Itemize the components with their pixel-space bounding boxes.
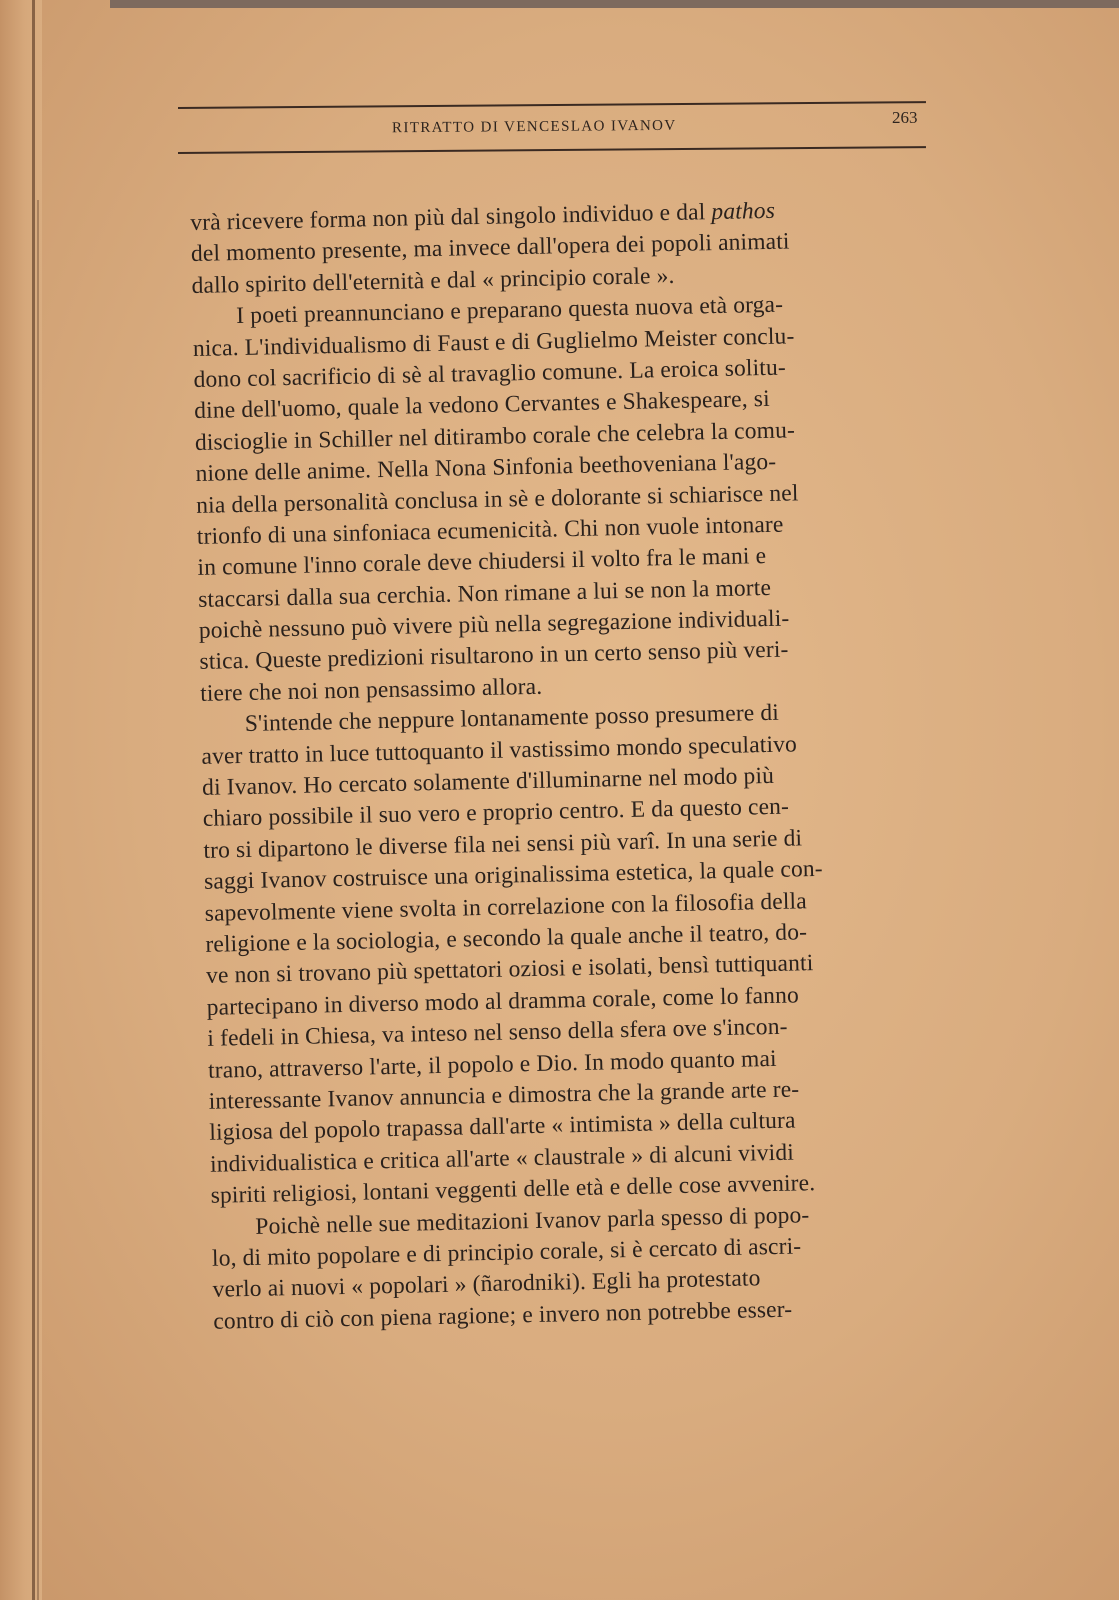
text-line-content: stica. Queste predizioni risultarono in un certo senso più veri- [199, 637, 789, 676]
text-line-content: dallo spirito dell'eternità e dal « principio corale ». [191, 262, 675, 299]
text-line-content: trionfo di una sinfoniaca ecumenicità. Chi non vuole intonare [196, 511, 784, 550]
text-line-content: di Ivanov. Ho cercato solamente d'illuminarne nel modo più [201, 762, 775, 801]
text-line-content: religione e la sociologia, e secondo la quale anche il teatro, do- [205, 919, 808, 958]
text-line-content: lo, di mito popolare e di principio corale, si è cercato di ascri- [211, 1233, 802, 1272]
spine-fold-line-inner [37, 200, 39, 1600]
text-line-content: nia della personalità conclusa in sè e dolorante si schiarisce nel [195, 479, 799, 519]
spine-fold-line [32, 0, 35, 1600]
text-line-content: chiaro possibile il suo vero e proprio centro. E da questo cen- [202, 794, 790, 833]
text-line-content: spiriti religiosi, lontani veggenti delle età e delle cose avvenire. [210, 1170, 816, 1209]
text-line-content: trano, attraverso l'arte, il popolo e Dio. In modo quanto mai [207, 1045, 777, 1084]
text-line-content: nione delle anime. Nella Nona Sinfonia beethoveniana l'ago- [195, 448, 777, 488]
text-line-content: del momento presente, ma invece dall'opera dei popoli animati [190, 228, 790, 268]
text-line-content: ve non si trovano più spettatori oziosi e isolati, bensì tuttiquanti [205, 950, 814, 990]
text-line-content: verlo ai nuovi « popolari » (ñarodniki). Egli ha protestato [212, 1265, 761, 1304]
text-line-content: dono col sacrificio di sè al travaglio comune. La eroica solitu- [193, 354, 787, 393]
text-line-content: dine dell'uomo, quale la vedono Cervantes e Shakespeare, si [193, 386, 771, 425]
text-line-content: partecipano in diverso modo al dramma corale, come lo fanno [206, 982, 800, 1021]
text-line-content: i fedeli in Chiesa, va inteso nel senso della sfera ove s'incon- [207, 1013, 788, 1052]
text-line-content: S'intende che neppure lontanamente posso presumere di [244, 700, 780, 738]
page-number: 263 [892, 108, 918, 127]
text-line-content: saggi Ivanov costruisce una originalissima estetica, la quale con- [203, 856, 824, 896]
text-line-content: I poeti preannunciano e preparano questa nuova età orga- [236, 291, 784, 330]
book-spine [0, 0, 42, 1600]
text-line-content: sapevolmente viene svolta in correlazione con la filosofia della [204, 887, 808, 927]
text-line-content: tiere che noi non pensassimo allora. [199, 673, 543, 707]
text-line-content: Poichè nelle sue meditazioni Ivanov parla spesso di popo- [255, 1201, 810, 1240]
page-header [178, 92, 926, 156]
header-rule-bottom [178, 146, 926, 154]
page-top-edge [110, 0, 1119, 8]
text-line-content: vrà ricevere forma non più dal singolo individuo e dal [190, 199, 712, 236]
text-line-content: staccarsi dalla sua cerchia. Non rimane a lui se non la morte [197, 574, 772, 613]
header-rule-top [178, 101, 926, 109]
running-title: RITRATTO DI VENCESLAO IVANOV [391, 117, 677, 137]
text-line-content: aver tratto in luce tuttoquanto il vastissimo mondo speculativo [201, 731, 798, 770]
text-line-content: contro di ciò con piena ragione; e invero non potrebbe esser- [213, 1296, 793, 1335]
text-line-content: individualistica e critica all'arte « claustrale » di alcuni vividi [209, 1139, 795, 1178]
body-text [190, 192, 973, 1338]
text-line-content: discioglie in Schiller nel ditirambo corale che celebra la comu- [194, 417, 796, 456]
text-line-content: ligiosa del popolo trapassa dall'arte « intimista » della cultura [209, 1107, 796, 1147]
italic-word: pathos [711, 197, 776, 226]
text-line-content: interessante Ivanov annuncia e dimostra che la grande arte re- [208, 1076, 800, 1115]
text-line-content: poichè nessuno può vivere più nella segregazione individuali- [198, 605, 790, 644]
text-line-content: nica. L'individualismo di Faust e di Guglielmo Meister conclu- [192, 322, 795, 362]
text-line-content: tro si dipartono le diverse fila nei sensi più varî. In una serie di [203, 825, 803, 864]
text-line-content: in comune l'inno corale deve chiudersi il volto fra le mani e [197, 543, 767, 582]
